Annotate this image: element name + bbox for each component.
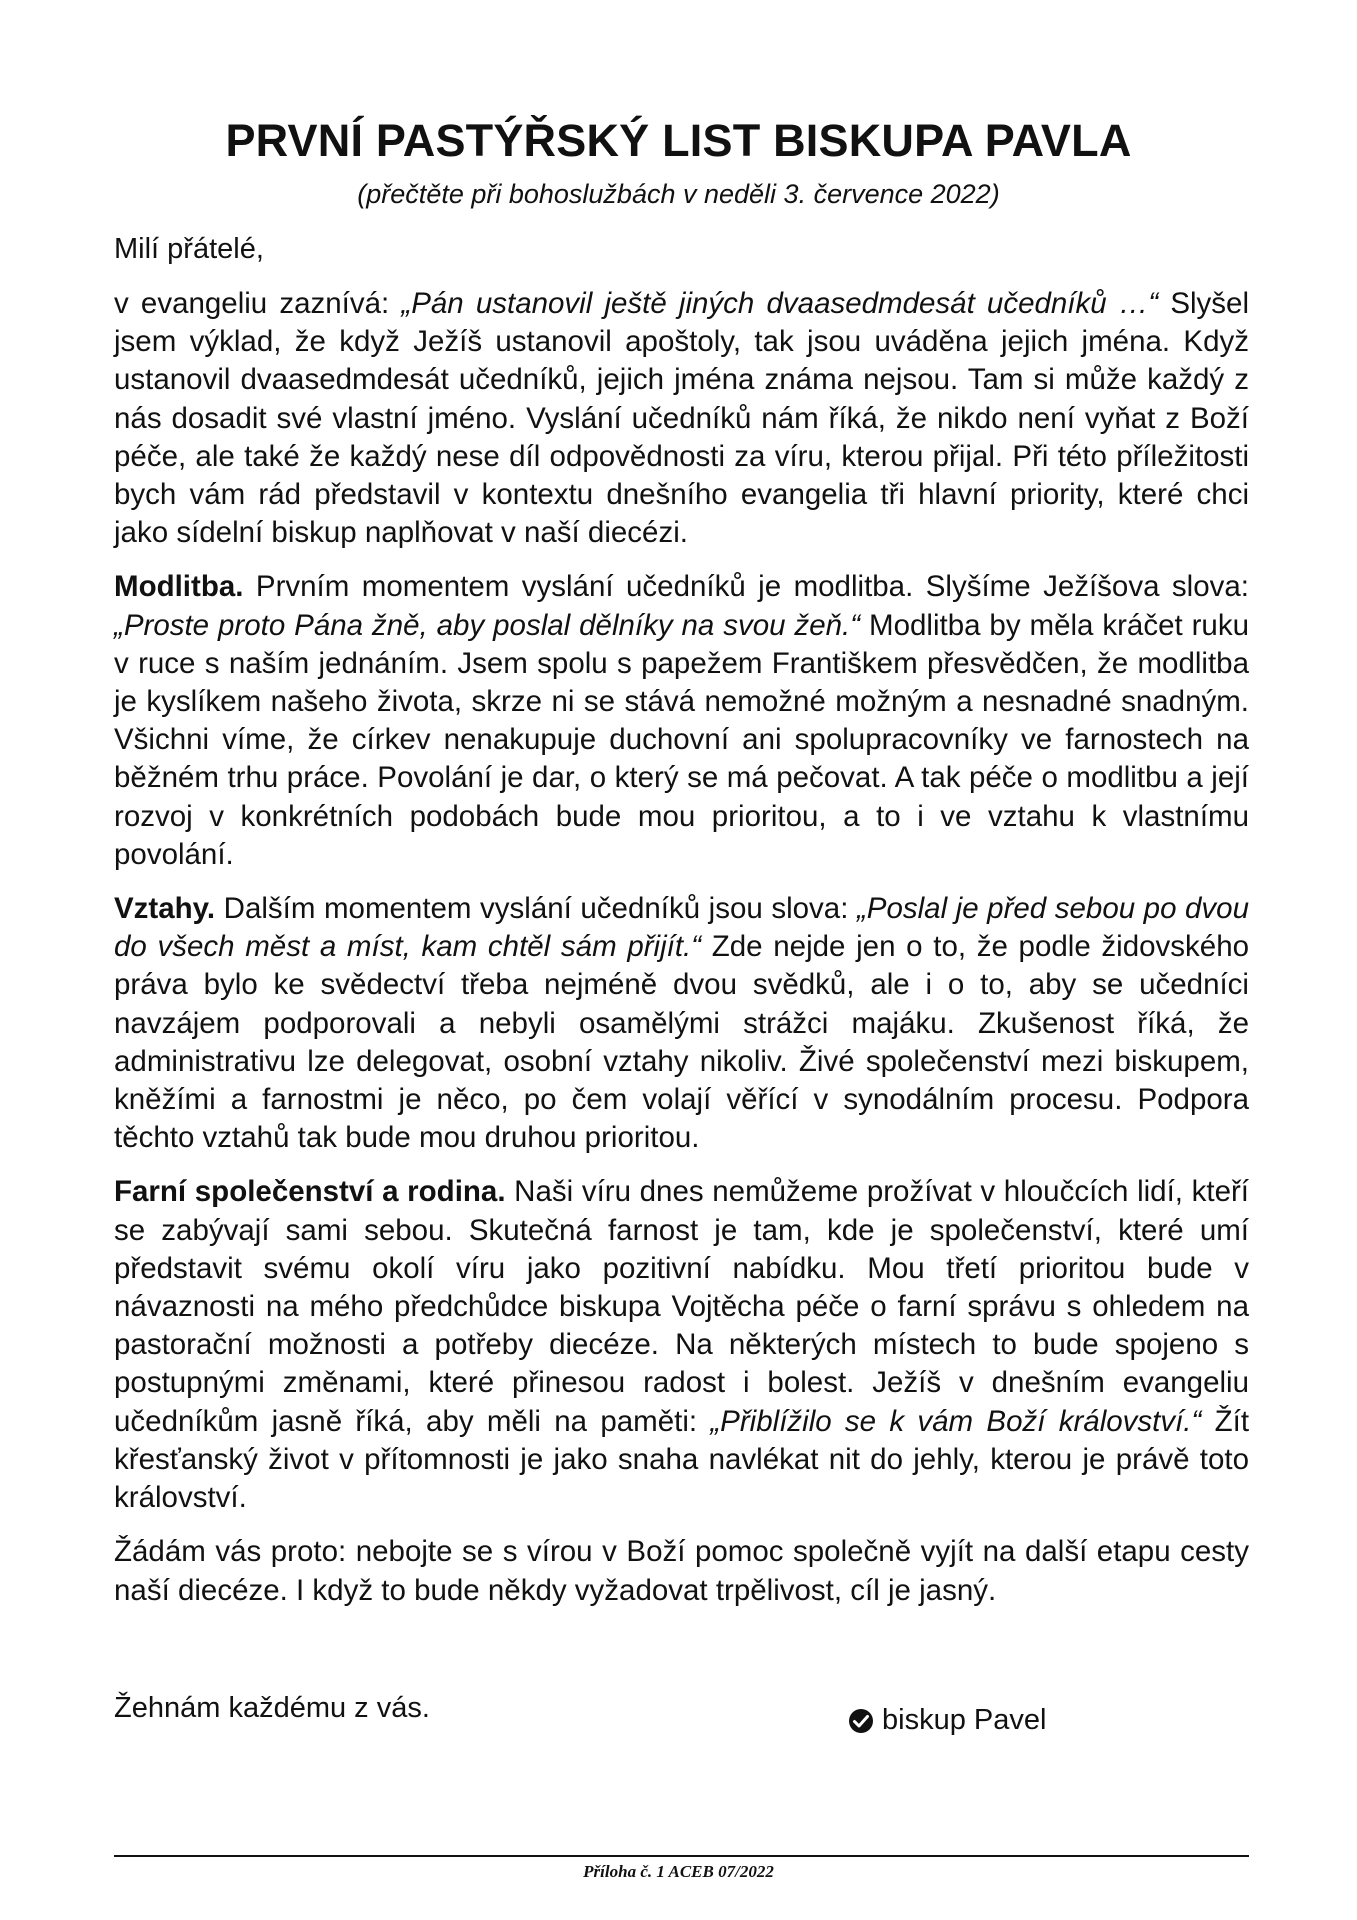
prayer-heading: Modlitba.: [114, 570, 244, 604]
parish-paragraph: [114, 1173, 1249, 1517]
relations-heading: Vztahy.: [114, 892, 216, 926]
prayer-paragraph: [114, 568, 1249, 874]
parish-text-after: Žít křesťanský život v přítomnosti je jako snaha navlékat nit do jehly, kterou je právě toto království.: [114, 1404, 1250, 1515]
closing-blessing: Žehnám každému z vás.: [114, 1692, 430, 1724]
relations-text-before: Dalším momentem vyslání učedníků jsou slova:: [215, 892, 857, 926]
salutation: Milí přátelé,: [114, 233, 264, 265]
parish-quote: „Přiblížilo se k vám Boží království.“: [710, 1404, 1202, 1438]
footer-note: Příloha č. 1 ACEB 07/2022: [583, 1862, 774, 1881]
relations-text-after: Zde nejde jen o to, že podle židovského práva bylo ke svědectví třeba nejméně dvou svědků, ale i o to, aby se učedníci navzájem podporovali a nebyli osamělými strážci majáku. Zkušenost říká, že administrativu lze delegovat, osobní vztahy nikoliv. Živé společenství mezi biskupem, kněžími a farnostmi je něco, po čem volají věřící v synodálním procesu. Podpora těchto vztahů tak bude mou druhou prioritou.: [114, 930, 1250, 1155]
letter-title: PRVNÍ PASTÝŘSKÝ LIST BISKUPA PAVLA: [225, 115, 1132, 166]
intro-paragraph: [114, 285, 1249, 552]
letter-subtitle: (přečtěte při bohoslužbách v neděli 3. července 2022): [357, 179, 1000, 209]
cross-icon: [848, 1707, 874, 1733]
letter-body: [114, 285, 1249, 1626]
appeal-paragraph: Žádám vás proto: nebojte se s vírou v Boží pomoc společně vyjít na další etapu cesty naší diecéze. I když to bude někdy vyžadovat trpělivost, cíl je jasný.: [114, 1535, 1249, 1607]
signature: [848, 1702, 1046, 1738]
intro-text-after: Slyšel jsem výklad, že když Ježíš ustanovil apoštoly, tak jsou uváděna jejich jména. Když ustanovil dvaasedmdesát učedníků, jejich jména známa nejsou. Tam si může každý z nás dosadit své vlastní jméno. Vyslání učedníků nám říká, že nikdo není vyňat z Boží péče, ale také že každý nese díl odpovědnosti za víru, kterou přijal. Při této příležitosti bych vám rád představil v kontextu dnešního evangelia tři hlavní priority, které chci jako sídelní biskup naplňovat v naší diecézi.: [114, 287, 1250, 550]
signature-name: biskup Pavel: [882, 1704, 1047, 1736]
relations-quote: „Poslal je před sebou po dvou do všech měst a míst, kam chtěl sám přijít.“: [114, 892, 1249, 964]
relations-paragraph: [114, 890, 1249, 1157]
prayer-text-before: Prvním momentem vyslání učedníků je modlitba. Slyšíme Ježíšova slova:: [243, 570, 1249, 604]
footer-divider: [114, 1855, 1249, 1857]
intro-quote: „Pán ustanovil ještě jiných dvaasedmdesát učedníků …“: [401, 287, 1159, 320]
intro-text-before: v evangeliu zaznívá:: [114, 287, 402, 320]
prayer-quote: „Proste proto Pána žně, aby poslal dělníky na svou žeň.“: [114, 608, 861, 642]
prayer-text-after: Modlitba by měla kráčet ruku v ruce s naším jednáním. Jsem spolu s papežem Františkem přesvědčen, že modlitba je kyslíkem našeho života, skrze ni se stává nemožné možným a nesnadné snadným. Všichni víme, že církev nenakupuje duchovní ani spolupracovníky ve farnostech na běžném trhu práce. Povolání je dar, o který se má pečovat. A tak péče o modlitbu a její rozvoj v konkrétních podobách bude mou prioritou, a to i ve vztahu k vlastnímu povolání.: [114, 608, 1249, 871]
parish-heading: Farní společenství a rodina.: [114, 1175, 506, 1209]
parish-text-before: Naši víru dnes nemůžeme prožívat v hloučcích lidí, kteří se zabývají sami sebou. Skutečná farnost je tam, kde je společenství, které umí představit svému okolí víru jako pozitivní nabídku. Mou třetí prioritou bude v návaznosti na mého předchůdce biskupa Vojtěcha péče o farní správu s ohledem na pastorační možnosti a potřeby diecéze. Na některých místech to bude spojeno s postupnými změnami, které přinesou radost i bolest. Ježíš v dnešním evangeliu učedníkům jasně říká, aby měli na paměti:: [114, 1175, 1249, 1438]
